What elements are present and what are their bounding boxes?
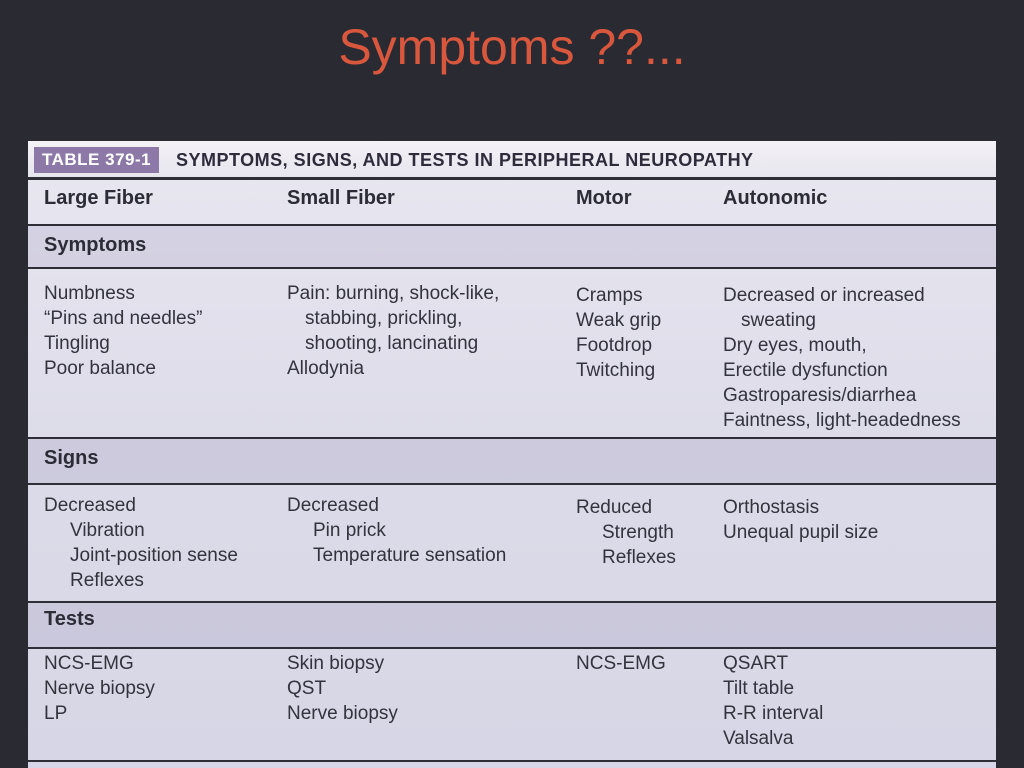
list-item: Pain: burning, shock-like, xyxy=(287,283,500,304)
column-header-motor: Motor xyxy=(576,187,632,209)
section-label-signs: Signs xyxy=(44,447,99,469)
rule-signs xyxy=(28,483,996,485)
table-caption-bar xyxy=(28,141,996,177)
column-header-autonomic: Autonomic xyxy=(723,187,828,209)
list-item: Joint-position sense xyxy=(70,545,238,566)
symptoms-autonomic-cell xyxy=(723,283,961,433)
column-header-small-fiber: Small Fiber xyxy=(287,187,395,209)
tests-large-fiber-cell xyxy=(44,651,155,726)
list-item: Vibration xyxy=(70,520,145,541)
list-item: stabbing, prickling, xyxy=(305,308,463,329)
list-item: QST xyxy=(287,678,327,699)
list-item: Nerve biopsy xyxy=(44,678,155,699)
list-item: Reflexes xyxy=(70,570,144,591)
list-item: Reflexes xyxy=(602,547,676,568)
list-item: Tingling xyxy=(44,333,110,354)
list-item: Unequal pupil size xyxy=(723,522,879,543)
section-band-signs xyxy=(28,439,996,483)
list-item: Tilt table xyxy=(723,678,795,699)
list-item: shooting, lancinating xyxy=(305,333,479,354)
list-item: Numbness xyxy=(44,283,135,304)
section-label-symptoms: Symptoms xyxy=(44,234,147,256)
list-item: Reduced xyxy=(576,497,653,518)
symptoms-large-fiber-cell xyxy=(44,281,202,381)
signs-autonomic-cell xyxy=(723,495,878,545)
list-item: Decreased xyxy=(287,495,379,516)
signs-motor-cell xyxy=(576,495,676,570)
list-item: Skin biopsy xyxy=(287,653,385,674)
list-item: Faintness, light-headedness xyxy=(723,410,961,431)
list-item: “Pins and needles” xyxy=(44,308,203,329)
slide-title: Symptoms ??... xyxy=(338,19,686,75)
section-band-symptoms xyxy=(28,226,996,267)
table-number-label: TABLE 379-1 xyxy=(34,147,159,173)
tests-motor-cell xyxy=(576,651,666,676)
rule-symptoms xyxy=(28,267,996,269)
list-item: Strength xyxy=(602,522,674,543)
list-item: Decreased xyxy=(44,495,136,516)
list-item: LP xyxy=(44,703,68,724)
list-item: Weak grip xyxy=(576,310,662,331)
list-item: Poor balance xyxy=(44,358,156,379)
list-item: sweating xyxy=(741,310,816,331)
signs-large-fiber-cell xyxy=(44,493,238,593)
list-item: Allodynia xyxy=(287,358,365,379)
list-item: Orthostasis xyxy=(723,497,820,518)
list-item: Temperature sensation xyxy=(313,545,507,566)
rule-top xyxy=(28,177,996,180)
symptoms-small-fiber-cell xyxy=(287,281,499,381)
tests-small-fiber-cell xyxy=(287,651,398,726)
list-item: R-R interval xyxy=(723,703,824,724)
list-item: Nerve biopsy xyxy=(287,703,398,724)
list-item: Cramps xyxy=(576,285,643,306)
section-band-tests xyxy=(28,603,996,647)
list-item: QSART xyxy=(723,653,789,674)
list-item: Dry eyes, mouth, xyxy=(723,335,867,356)
section-label-tests: Tests xyxy=(44,608,95,630)
list-item: Pin prick xyxy=(313,520,386,541)
list-item: NCS-EMG xyxy=(576,653,666,674)
signs-small-fiber-cell xyxy=(287,493,506,568)
list-item: Twitching xyxy=(576,360,656,381)
list-item: Decreased or increased xyxy=(723,285,925,306)
list-item: NCS-EMG xyxy=(44,653,134,674)
list-item: Gastroparesis/diarrhea xyxy=(723,385,917,406)
column-header-large-fiber: Large Fiber xyxy=(44,187,153,209)
rule-tests xyxy=(28,647,996,649)
symptoms-motor-cell xyxy=(576,283,661,383)
table-photo xyxy=(28,141,996,768)
table-title: SYMPTOMS, SIGNS, AND TESTS IN PERIPHERAL NEUROPATHY xyxy=(176,150,754,170)
tests-autonomic-cell xyxy=(723,651,823,751)
list-item: Footdrop xyxy=(576,335,653,356)
list-item: Valsalva xyxy=(723,728,794,749)
list-item: Erectile dysfunction xyxy=(723,360,888,381)
rule-bottom xyxy=(28,760,996,762)
